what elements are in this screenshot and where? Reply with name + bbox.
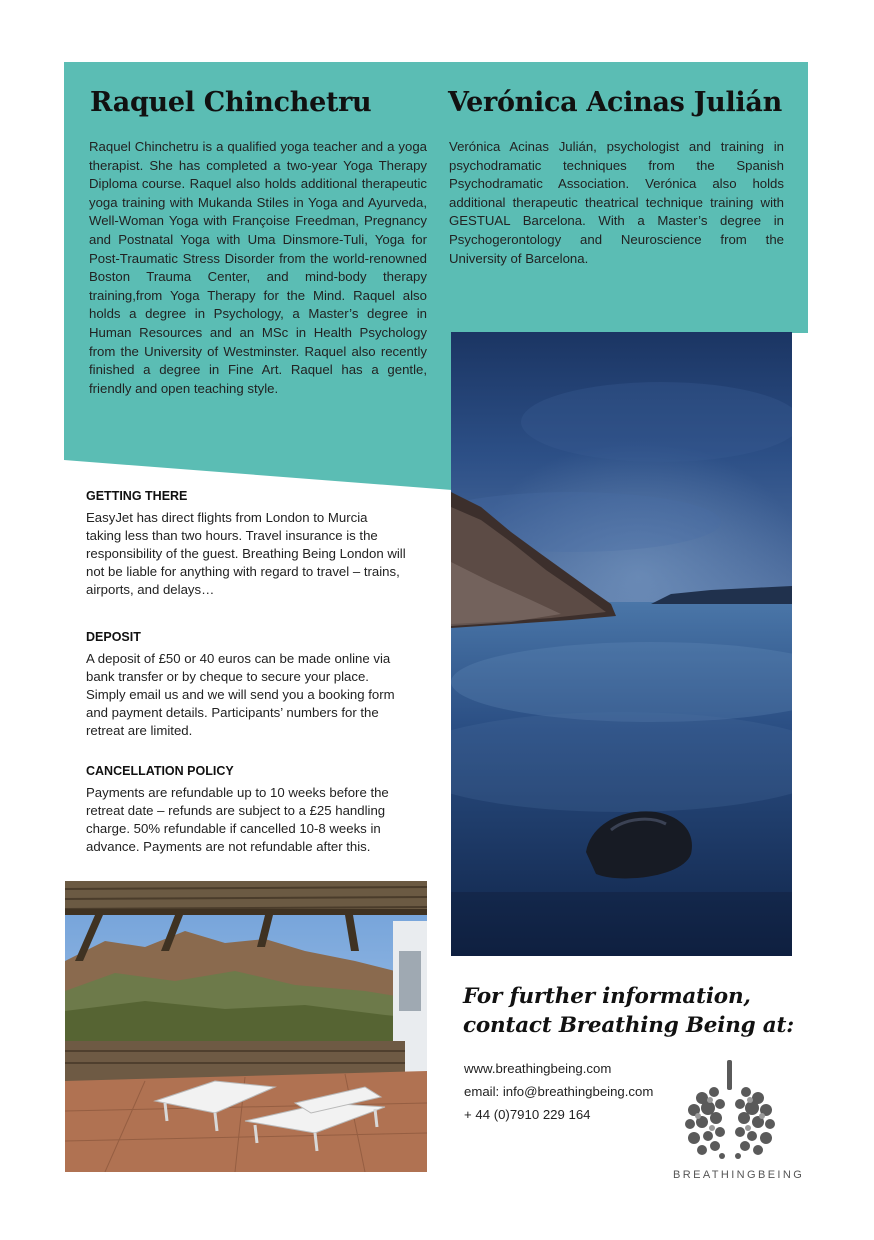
- section-text-getting-there: EasyJet has direct flights from London to Murcia taking less than two hours. Travel insurance is the responsibility of the guest. Breathing Being London will not be liable for anything with regard to travel – trains, airports, and delays…: [86, 510, 406, 597]
- logo-wordmark: BREATHINGBEING: [673, 1169, 805, 1181]
- section-heading-getting-there: GETTING THERE: [86, 489, 188, 503]
- profile-name-raquel: Raquel Chinchetru: [90, 87, 372, 118]
- section-text-cancellation: Payments are refundable up to 10 weeks before the retreat date – refunds are subject to a £25 handling charge. 50% refundable if cancelled 10-8 weeks in advance. Payments are not refundable after this.: [86, 785, 389, 854]
- section-heading-deposit: DEPOSIT: [86, 630, 141, 644]
- contact-heading-line1: For further information,: [463, 984, 751, 1009]
- lungs-bubbles-icon: [682, 1058, 778, 1160]
- contact-heading: [463, 982, 794, 1040]
- profile-bio-raquel: Raquel Chinchetru is a qualified yoga teacher and a yoga therapist. She has completed a two-year Yoga Therapy Diploma course. Raquel also holds additional therapeutic yoga training with Mukanda Stiles in Yoga and Ayurveda, Well-Woman Yoga with Françoise Freedman, Pregnancy and Postnatal Yoga with Uma Dinsmore-Tuli, Yoga for Post-Traumatic Stress Disorder from the world-renowned Boston Trauma Center, and mind-body therapy training,from Yoga Therapy for the Mind. Raquel also holds a degree in Psychology, a Master’s degree in Human Resources and an MSc in Health Psychology from the University of Westminster. Raquel also recently finished a degree in Fine Art. Raquel has a gentle, friendly and open teaching style.: [89, 139, 427, 396]
- terrace-photo: [65, 881, 427, 1172]
- profile-bio-veronica: Verónica Acinas Julián, psychologist and training in psychodramatic techniques from the Spanish Psychodramatic Association. Verónica also holds additional therapeutic theatrical technique training with GESTUAL Barcelona. With a Master’s degree in Psychogerontology and Neuroscience from the University of Barcelona.: [449, 139, 784, 266]
- contact-website-link[interactable]: www.breathingbeing.com: [464, 1061, 612, 1076]
- coastal-sea-photo: [451, 332, 792, 956]
- contact-phone: + 44 (0)7910 229 164: [464, 1107, 591, 1122]
- profile-name-veronica: Verónica Acinas Julián: [448, 87, 782, 118]
- section-heading-cancellation: CANCELLATION POLICY: [86, 764, 234, 778]
- section-text-deposit: A deposit of £50 or 40 euros can be made online via bank transfer or by cheque to secure your place. Simply email us and we will send you a booking form and payment details. Participants’ numbers for the retreat are limited.: [86, 651, 395, 738]
- contact-heading-line2: contact Breathing Being at:: [463, 1013, 794, 1038]
- contact-email-link[interactable]: email: info@breathingbeing.com: [464, 1084, 654, 1099]
